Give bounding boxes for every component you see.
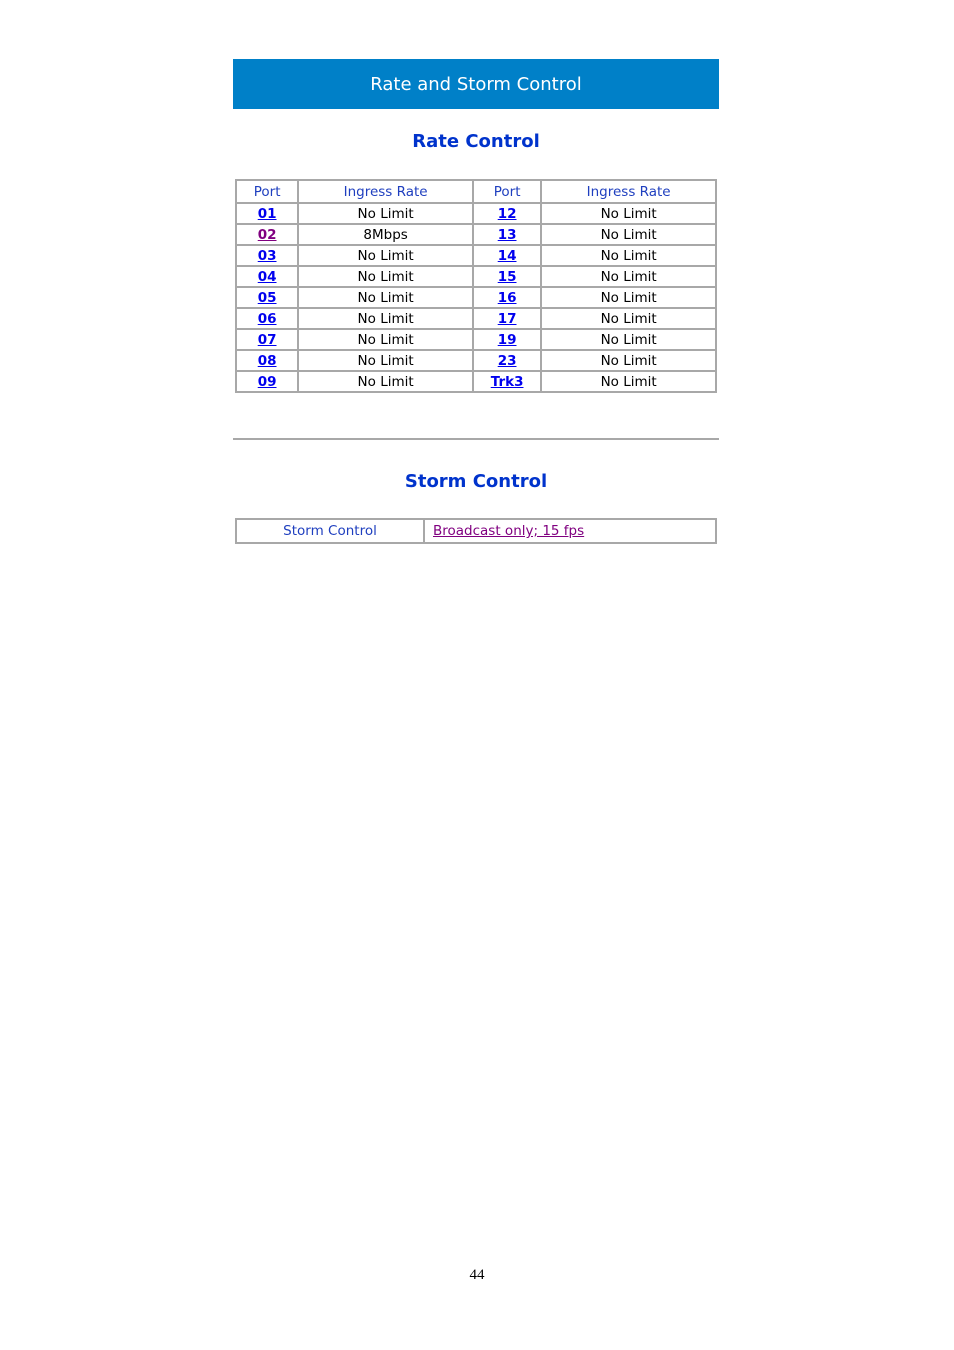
- rate-control-rows: [236, 203, 716, 392]
- port-cell: [473, 350, 541, 371]
- port-cell: [473, 308, 541, 329]
- rate-control-table: [235, 179, 717, 393]
- port-cell: [236, 224, 298, 245]
- column-header-port: Port: [236, 180, 298, 203]
- ingress-rate-value: No Limit: [298, 266, 473, 287]
- port-link[interactable]: 03: [257, 247, 277, 264]
- port-cell: [236, 308, 298, 329]
- storm-control-label: Storm Control: [236, 519, 424, 543]
- table-row: [236, 350, 716, 371]
- port-link[interactable]: 15: [497, 268, 517, 285]
- section-divider: [233, 438, 719, 440]
- table-row: [236, 224, 716, 245]
- page-banner: [233, 59, 719, 109]
- column-header-ingress-rate: Ingress Rate: [298, 180, 473, 203]
- column-header-port: Port: [473, 180, 541, 203]
- port-link[interactable]: 06: [257, 310, 277, 327]
- port-link[interactable]: 17: [497, 310, 517, 327]
- storm-control-value-cell: [424, 519, 716, 543]
- port-link[interactable]: 01: [257, 205, 277, 222]
- table-row: [236, 519, 716, 543]
- ingress-rate-value: No Limit: [298, 329, 473, 350]
- storm-control-table: [235, 518, 717, 544]
- port-link[interactable]: 09: [257, 373, 277, 390]
- ingress-rate-value: No Limit: [541, 203, 716, 224]
- port-link[interactable]: 23: [497, 352, 517, 369]
- ingress-rate-value: No Limit: [298, 308, 473, 329]
- port-cell: [236, 203, 298, 224]
- port-link[interactable]: 13: [497, 226, 517, 243]
- port-cell: [236, 350, 298, 371]
- port-cell: [473, 224, 541, 245]
- port-link[interactable]: 12: [497, 205, 517, 222]
- ingress-rate-value: No Limit: [541, 287, 716, 308]
- port-cell: [236, 329, 298, 350]
- ingress-rate-value: No Limit: [298, 203, 473, 224]
- ingress-rate-value: No Limit: [541, 371, 716, 392]
- ingress-rate-value: No Limit: [298, 350, 473, 371]
- port-cell: [236, 371, 298, 392]
- port-cell: [236, 245, 298, 266]
- table-row: [236, 371, 716, 392]
- ingress-rate-value: No Limit: [541, 350, 716, 371]
- storm-control-setting-link[interactable]: Broadcast only; 15 fps: [433, 523, 585, 539]
- port-link[interactable]: 19: [497, 331, 517, 348]
- port-cell: [236, 266, 298, 287]
- port-cell: [236, 287, 298, 308]
- ingress-rate-value: No Limit: [541, 245, 716, 266]
- storm-control-title: Storm Control: [404, 471, 548, 492]
- port-link[interactable]: Trk3: [490, 373, 524, 390]
- port-cell: [473, 203, 541, 224]
- ingress-rate-value: No Limit: [541, 308, 716, 329]
- table-row: [236, 266, 716, 287]
- page-number: 44: [469, 1267, 485, 1283]
- port-cell: [473, 329, 541, 350]
- port-link[interactable]: 14: [497, 247, 517, 264]
- ingress-rate-value: No Limit: [298, 371, 473, 392]
- ingress-rate-value: No Limit: [541, 224, 716, 245]
- port-link[interactable]: 07: [257, 331, 277, 348]
- port-link[interactable]: 16: [497, 289, 517, 306]
- port-cell: [473, 371, 541, 392]
- port-link[interactable]: 05: [257, 289, 277, 306]
- ingress-rate-value: No Limit: [541, 266, 716, 287]
- column-header-ingress-rate: Ingress Rate: [541, 180, 716, 203]
- table-row: [236, 287, 716, 308]
- table-row: [236, 308, 716, 329]
- ingress-rate-value: No Limit: [541, 329, 716, 350]
- ingress-rate-value: No Limit: [298, 245, 473, 266]
- table-row: [236, 203, 716, 224]
- table-header-row: [236, 180, 716, 203]
- table-row: [236, 329, 716, 350]
- port-link[interactable]: 08: [257, 352, 277, 369]
- ingress-rate-value: 8Mbps: [298, 224, 473, 245]
- banner-title: Rate and Storm Control: [370, 73, 582, 95]
- port-cell: [473, 266, 541, 287]
- port-cell: [473, 287, 541, 308]
- port-link[interactable]: 04: [257, 268, 277, 285]
- rate-control-title: Rate Control: [412, 131, 540, 152]
- ingress-rate-value: No Limit: [298, 287, 473, 308]
- port-link[interactable]: 02: [257, 226, 277, 243]
- port-cell: [473, 245, 541, 266]
- table-row: [236, 245, 716, 266]
